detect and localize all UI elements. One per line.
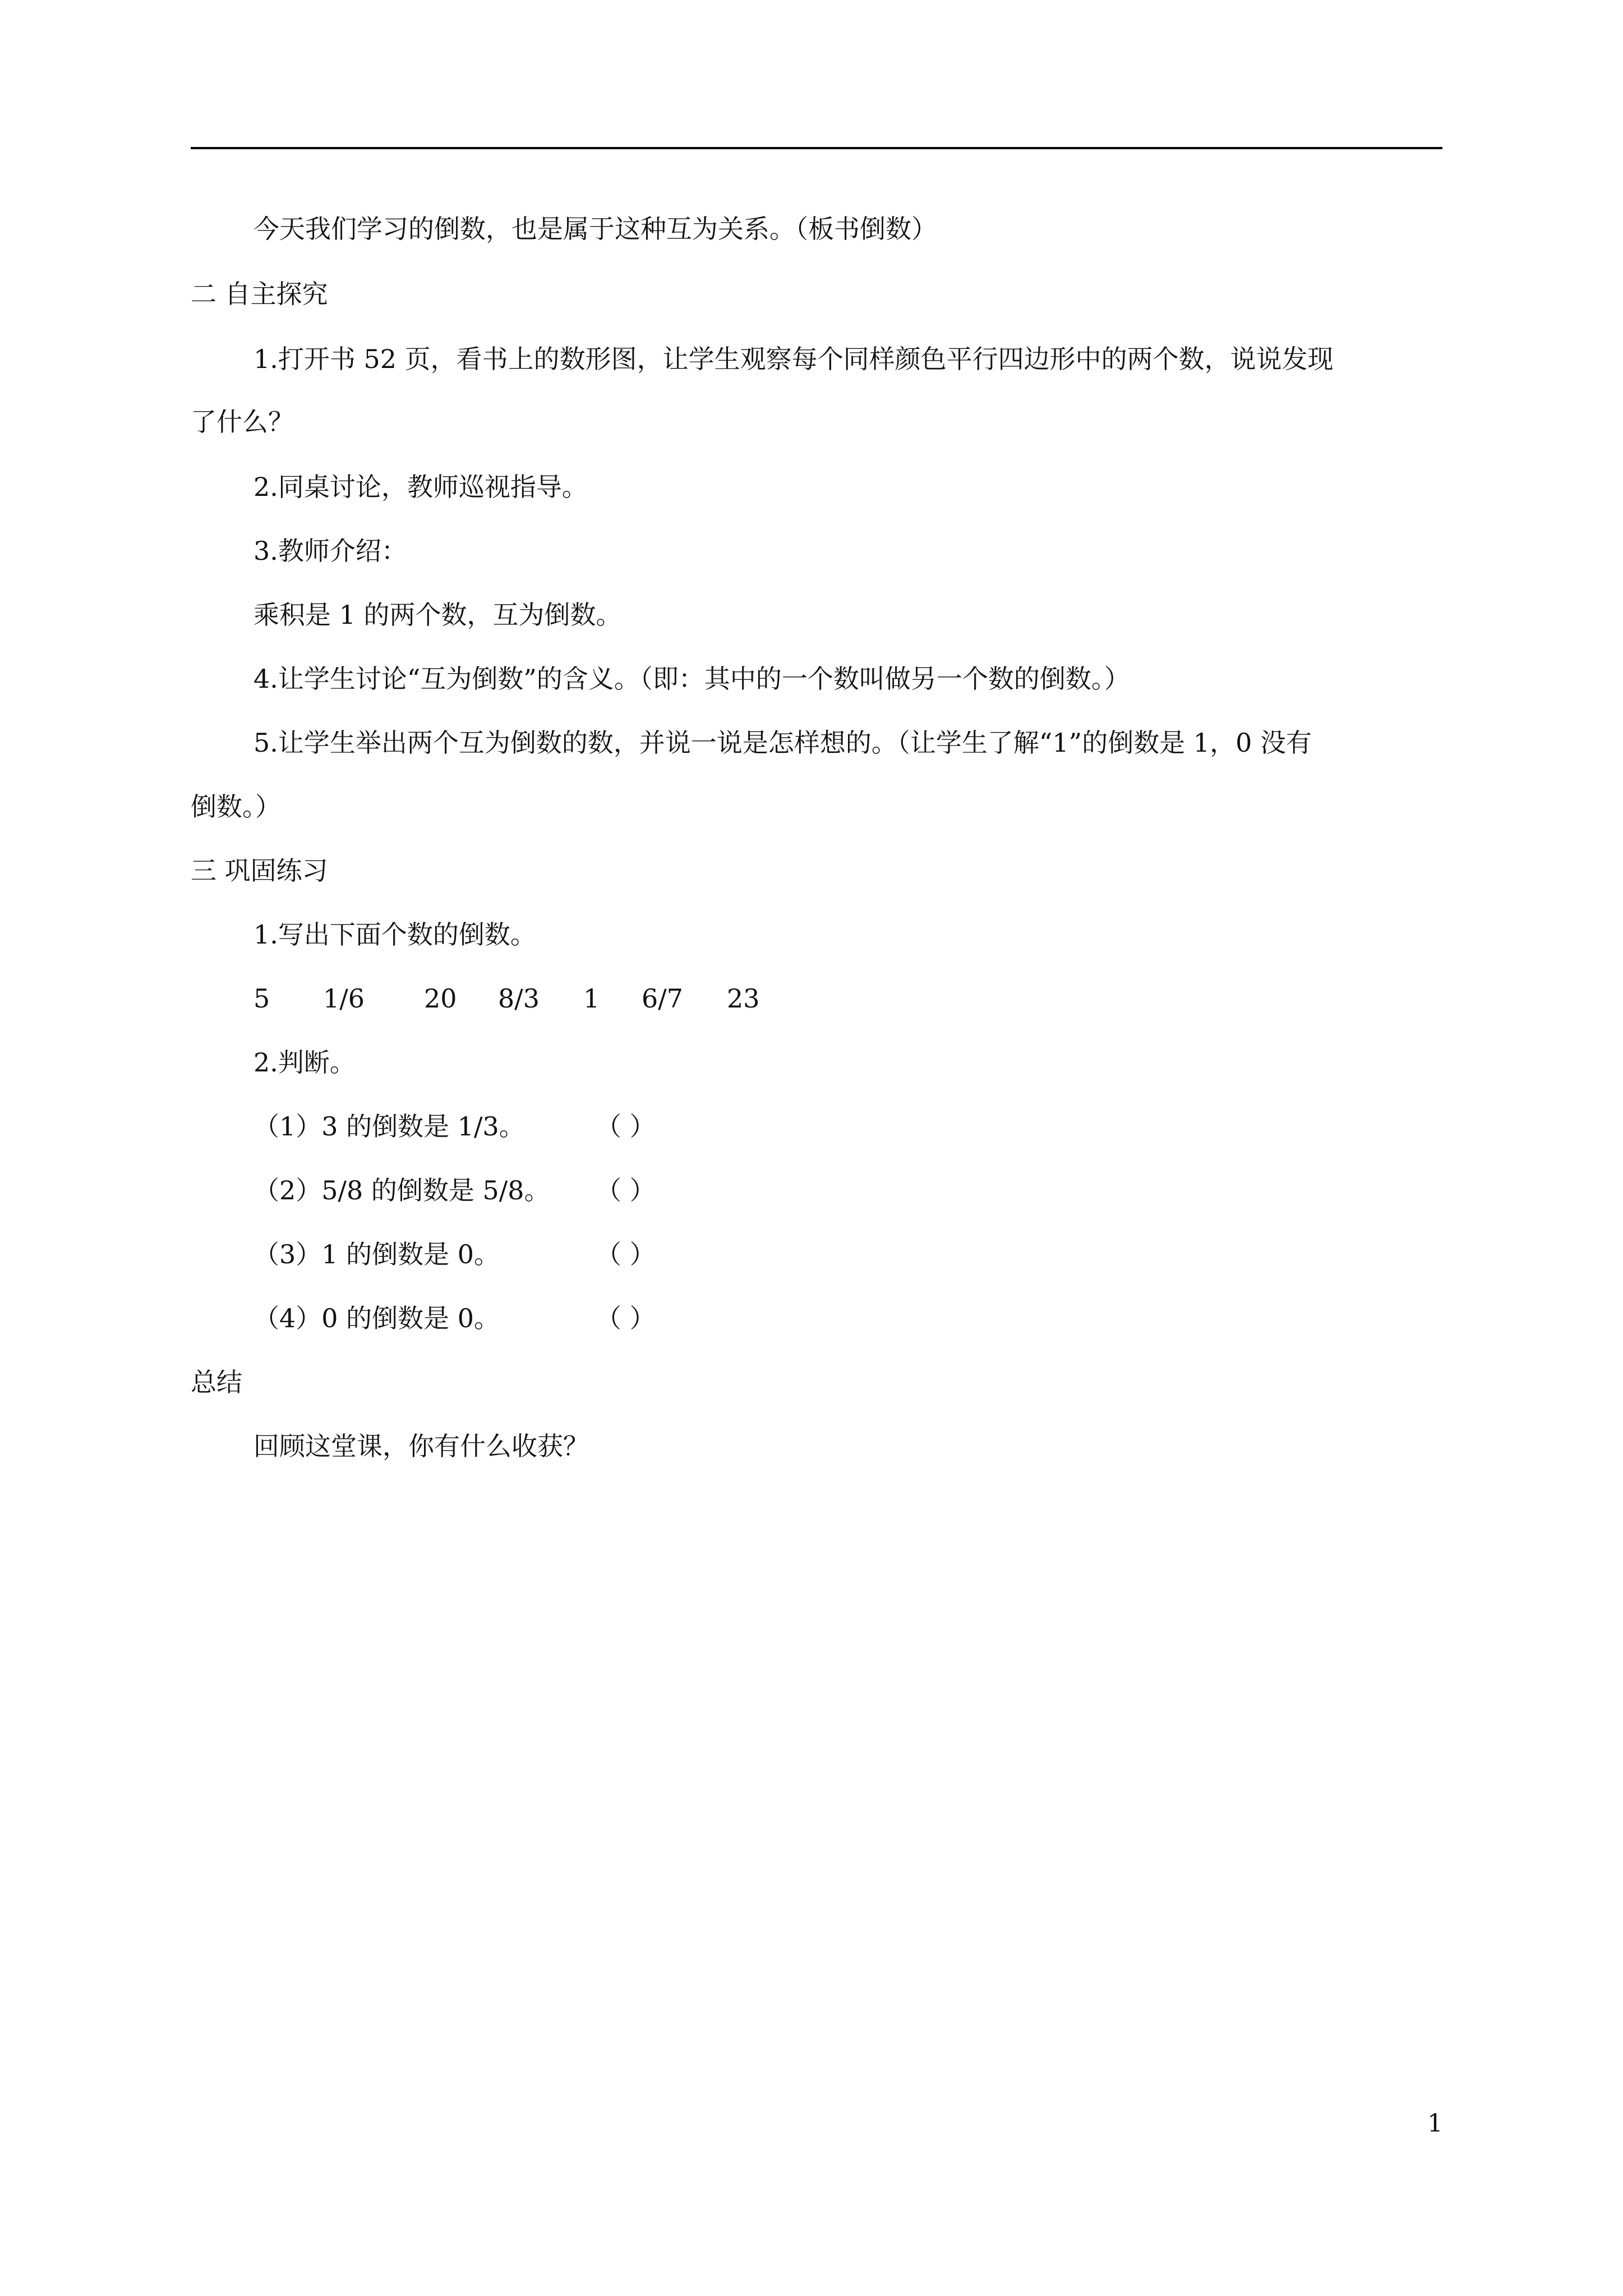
summary-heading: 总结: [191, 1367, 242, 1397]
judgment-text: （2）5/8 的倒数是 5/8。: [253, 1175, 550, 1205]
explore-item-5-line-1: 5.让学生举出两个互为倒数的数，并说一说是怎样想的。（让学生了解“1”的倒数是 1，0 没有: [253, 728, 1312, 758]
explore-item-4: 4.让学生讨论“互为倒数”的含义。（即：其中的一个数叫做另一个数的倒数。）: [253, 664, 1130, 694]
number-item: 1/6: [323, 983, 365, 1014]
explore-item-3: 3.教师介绍：: [253, 536, 407, 566]
definition-text: 乘积是 1 的两个数，互为倒数。: [253, 600, 622, 630]
number-item: 6/7: [642, 983, 684, 1014]
number-item: 20: [424, 983, 457, 1014]
page-number: 1: [1427, 2109, 1443, 2138]
number-item: 8/3: [498, 983, 540, 1014]
explore-item-2: 2.同桌讨论，教师巡视指导。: [253, 472, 588, 502]
header-rule: [191, 147, 1442, 149]
exercise-2: 2.判断。: [253, 1047, 356, 1078]
judgment-row: [253, 1237, 656, 1271]
number-item: 5: [253, 983, 270, 1014]
exercise-1: 1.写出下面个数的倒数。: [253, 919, 536, 950]
intro-paragraph: 今天我们学习的倒数，也是属于这种互为关系。（板书倒数）: [253, 214, 937, 244]
judgment-text: （1）3 的倒数是 1/3。: [253, 1111, 525, 1142]
explore-item-5-line-2: 倒数。）: [191, 792, 281, 822]
judgment-text: （3）1 的倒数是 0。: [253, 1239, 500, 1269]
judgment-row: [253, 1110, 656, 1143]
answer-blank: （ ）: [596, 1303, 656, 1333]
number-item: 1: [583, 983, 600, 1014]
section-heading-practice: 三 巩固练习: [191, 855, 328, 886]
answer-blank: （ ）: [596, 1111, 656, 1142]
explore-item-1-line-1: 1.打开书 52 页，看书上的数形图，让学生观察每个同样颜色平行四边形中的两个数，说说发现: [253, 344, 1334, 374]
judgment-row: [253, 1174, 656, 1207]
section-heading-explore: 二 自主探究: [191, 279, 328, 309]
answer-blank: （ ）: [596, 1239, 656, 1269]
explore-item-1-line-2: 了什么？: [191, 407, 294, 437]
judgment-row: [253, 1301, 656, 1335]
summary-text: 回顾这堂课，你有什么收获？: [253, 1431, 589, 1461]
answer-blank: （ ）: [596, 1175, 656, 1205]
judgment-text: （4）0 的倒数是 0。: [253, 1303, 500, 1333]
number-item: 23: [727, 983, 760, 1014]
